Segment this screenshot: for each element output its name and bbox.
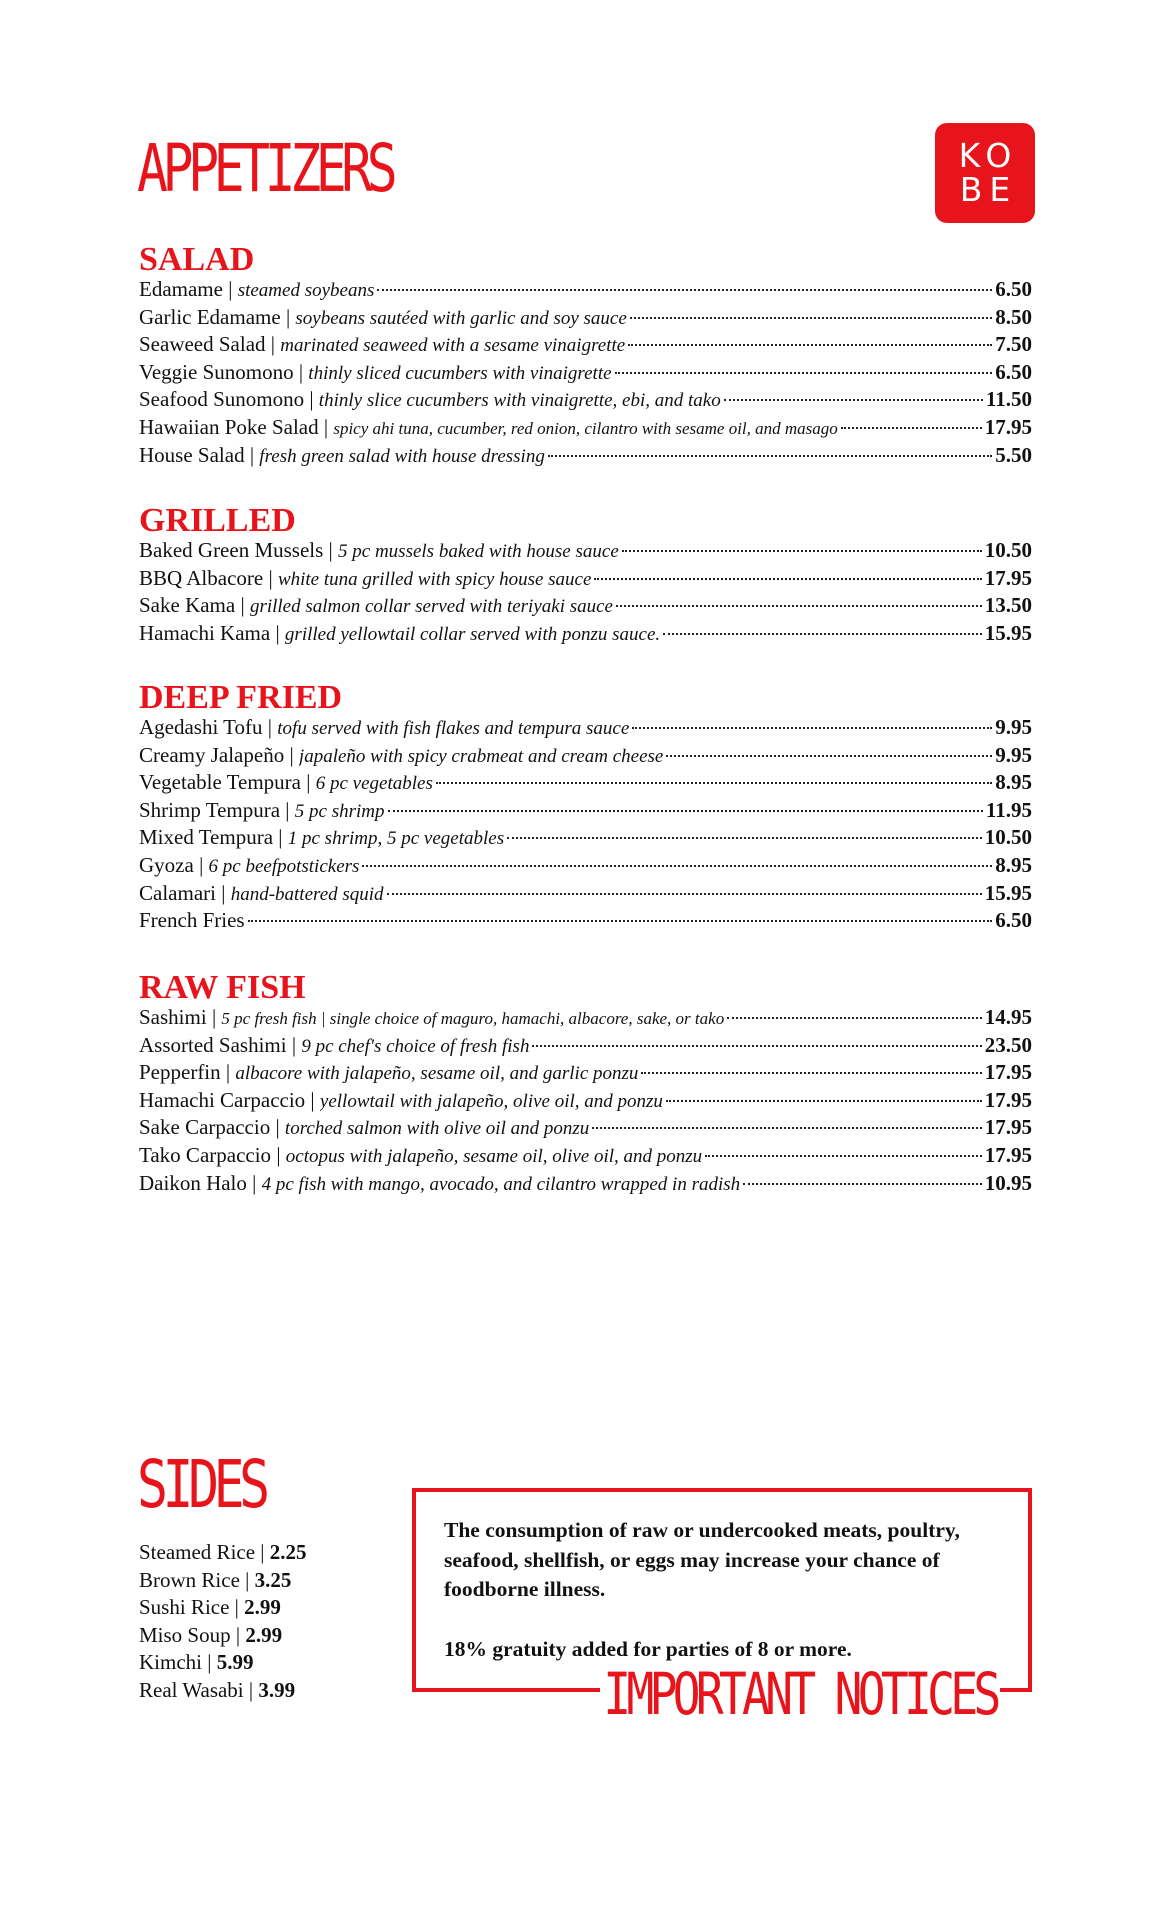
side-item [139,1678,307,1706]
item-name: Pepperfin [139,1060,221,1085]
item-description: 6 pc vegetables [315,773,433,795]
item-price: 7.50 [995,332,1032,357]
side-item [139,1650,307,1678]
menu-item [139,387,1032,415]
dot-leader [641,1072,981,1074]
item-name: Shrimp Tempura [139,797,281,822]
side-separator: | [239,1567,255,1592]
item-price: 17.95 [984,414,1032,439]
side-separator: | [255,1540,270,1564]
side-separator: | [229,1595,245,1620]
dot-leader [507,837,982,839]
item-list [139,277,1032,470]
side-item [139,1540,307,1568]
dot-leader [248,920,993,922]
dot-leader [622,550,982,552]
item-price: 15.95 [984,880,1032,905]
kobe-logo [935,123,1035,223]
item-separator: | [293,359,309,384]
item-name: Seaweed Salad [139,332,266,357]
item-description: 5 pc shrimp [294,800,385,822]
item-description: grilled yellowtail collar served with ponzu sauce. [284,623,661,645]
item-separator: | [270,1115,285,1140]
item-description: tofu served with fish flakes and tempura sauce [277,718,630,739]
item-description: 4 pc fish with mango, avocado, and cilantro wrapped in radish [261,1173,741,1195]
side-name: Brown Rice [139,1567,240,1592]
item-separator: | [220,1060,236,1085]
dot-leader [532,1045,981,1047]
side-price: 2.99 [244,1595,281,1620]
item-price: 5.50 [995,442,1032,467]
item-description: thinly sliced cucumbers with vinaigrette [308,362,612,384]
item-description: 5 pc fresh fish | single choice of maguro, hamachi, albacore, sake, or tako [221,1009,725,1028]
side-price: 3.25 [254,1567,292,1592]
item-description: grilled salmon collar served with teriyaki sauce [249,596,613,618]
menu-item [139,715,1032,743]
item-description: 5 pc mussels baked with house sauce [338,541,619,562]
item-name: Daikon Halo [139,1170,247,1195]
item-description: soybeans sautéed with garlic and soy sauce [295,307,627,329]
menu-section-deep-fried [139,681,1032,936]
item-name: Vegetable Tempura [139,770,301,795]
section-title: GRILLED [139,502,296,539]
item-separator: | [270,620,285,645]
side-name: Steamed Rice [139,1540,256,1564]
section-title: DEEP FRIED [139,679,343,716]
menu-section-raw-fish [139,971,1032,1198]
menu-item [139,332,1032,360]
sides-title: SIDES [137,1446,265,1523]
menu-item [139,305,1032,333]
item-price: 11.95 [985,797,1032,822]
item-price: 10.50 [984,538,1032,562]
dot-leader [632,727,992,729]
menu-item [139,1115,1032,1143]
item-description: marinated seaweed with a sesame vinaigrette [280,335,626,357]
dot-leader [628,344,992,346]
item-name: Baked Green Mussels [139,538,324,562]
dot-leader [630,317,992,319]
item-separator: | [273,825,288,850]
section-title: RAW FISH [139,969,306,1006]
menu-item [139,593,1032,621]
menu-item [139,798,1032,826]
item-price: 10.95 [984,1170,1032,1195]
item-name: Garlic Edamame [139,304,281,329]
side-item [139,1623,307,1651]
dot-leader [616,605,982,607]
item-separator: | [244,442,260,467]
menu-item [139,1171,1032,1199]
item-list [139,538,1032,648]
menu-item [139,1005,1032,1033]
item-price: 8.50 [995,304,1032,329]
item-price: 6.50 [995,908,1032,933]
dot-leader [705,1155,982,1157]
item-description: 9 pc chef's choice of fresh fish [301,1035,530,1057]
item-separator: | [323,538,339,562]
item-description: hand-battered squid [230,883,384,905]
dot-leader [615,372,993,374]
menu-item [139,360,1032,388]
item-price: 17.95 [984,565,1032,590]
menu-item [139,277,1032,305]
item-separator: | [262,715,278,739]
notices-title: IMPORTANT NOTICES [600,1665,1000,1723]
side-separator: | [243,1677,259,1702]
item-separator: | [284,742,299,767]
menu-item [139,825,1032,853]
item-list [139,715,1032,936]
dot-leader [743,1183,982,1185]
dot-leader [388,810,983,812]
item-separator: | [246,1170,262,1195]
logo-line-1: KO [958,136,1019,175]
side-name: Miso Soup [139,1622,231,1647]
dot-leader [548,455,992,457]
section-title: SALAD [139,241,255,278]
item-description: white tuna grilled with spicy house sauce [277,568,592,590]
dot-leader [592,1127,981,1129]
item-price: 8.95 [995,852,1032,877]
item-name: Assorted Sashimi [139,1032,287,1057]
item-name: Agedashi Tofu [139,715,263,739]
item-price: 15.95 [984,620,1032,645]
item-description: torched salmon with olive oil and ponzu [284,1118,590,1140]
item-name: Hamachi Carpaccio [139,1087,306,1112]
item-name: Edamame [139,277,223,301]
menu-item [139,1033,1032,1061]
item-description: albacore with jalapeño, sesame oil, and garlic ponzu [235,1063,639,1085]
side-name: Sushi Rice [139,1595,230,1620]
item-price: 11.50 [985,387,1032,412]
dot-leader [724,399,983,401]
side-name: Real Wasabi [139,1677,244,1702]
item-separator: | [286,1032,302,1057]
item-name: Tako Carpaccio [139,1142,272,1167]
item-price: 9.95 [995,715,1032,739]
item-separator: | [280,797,295,822]
item-price: 17.95 [984,1142,1032,1167]
item-name: Sake Kama [139,593,236,618]
item-name: Seafood Sunomono [139,387,305,412]
item-list [139,1005,1032,1198]
dot-leader [666,1100,982,1102]
item-description: 6 pc beefpotstickers [208,855,360,877]
item-name: BBQ Albacore [139,565,264,590]
menu-item [139,1060,1032,1088]
gratuity-notice: 18% gratuity added for parties of 8 or more. [444,1636,852,1661]
item-separator: | [305,1087,320,1112]
logo-line-2: BE [959,170,1018,209]
item-name: Gyoza [139,852,194,877]
menu-item [139,743,1032,771]
item-separator: | [265,332,281,357]
dot-leader [594,578,981,580]
menu-item [139,853,1032,881]
item-description: octopus with jalapeño, sesame oil, olive oil, and ponzu [285,1145,703,1167]
item-description: 1 pc shrimp, 5 pc vegetables [287,828,505,850]
menu-item [139,443,1032,471]
item-price: 13.50 [984,593,1032,618]
item-name: Sake Carpaccio [139,1115,271,1140]
item-separator: | [318,414,334,439]
item-price: 17.95 [984,1087,1032,1112]
item-separator: | [235,593,250,618]
dot-leader [436,782,992,784]
item-description: japaleño with spicy crabmeat and cream cheese [298,745,664,767]
item-separator: | [263,565,278,590]
side-item [139,1568,307,1596]
item-name: French Fries [139,908,245,933]
menu-item [139,1088,1032,1116]
item-description: fresh green salad with house dressing [259,445,545,467]
dot-leader [841,427,982,429]
side-price: 3.99 [258,1677,296,1702]
item-separator: | [301,770,316,795]
item-separator: | [304,387,319,412]
consumption-notice: The consumption of raw or undercooked meats, poultry, seafood, shellfish, or eggs may increase your chance of foodborne illness. [444,1518,960,1601]
dot-leader [362,865,992,867]
side-separator: | [230,1622,246,1647]
menu-item [139,566,1032,594]
menu-section-salad [139,243,1032,470]
item-description: steamed soybeans [237,280,375,301]
item-name: Creamy Jalapeño [139,742,285,767]
item-price: 14.95 [984,1005,1032,1029]
item-name: Hawaiian Poke Salad [139,414,319,439]
dot-leader [727,1017,982,1019]
item-price: 17.95 [984,1060,1032,1085]
sides-list [139,1540,307,1706]
item-name: Mixed Tempura [139,825,274,850]
dot-leader [663,633,982,635]
item-description: yellowtail with jalapeño, olive oil, and ponzu [319,1090,663,1112]
item-name: Calamari [139,880,216,905]
menu-section-grilled [139,504,1032,648]
item-price: 10.50 [984,825,1032,850]
item-separator: | [271,1142,286,1167]
item-description: thinly slice cucumbers with vinaigrette, ebi, and tako [318,390,721,412]
item-name: House Salad [139,442,245,467]
item-separator: | [222,277,238,301]
side-price: 2.25 [269,1540,307,1564]
item-price: 6.50 [995,277,1032,301]
menu-item [139,415,1032,443]
menu-item [139,621,1032,649]
item-separator: | [280,304,296,329]
menu-item [139,881,1032,909]
item-description: spicy ahi tuna, cucumber, red onion, cilantro with sesame oil, and masago [333,418,838,438]
item-price: 9.95 [995,742,1032,767]
menu-item [139,770,1032,798]
dot-leader [377,289,992,291]
menu-item [139,908,1032,936]
item-price: 8.95 [995,770,1032,795]
page-title: APPETIZERS [137,130,393,207]
item-price: 6.50 [995,359,1032,384]
item-name: Veggie Sunomono [139,359,294,384]
side-price: 2.99 [245,1622,283,1647]
item-separator: | [193,852,209,877]
item-separator: | [206,1005,222,1029]
dot-leader [387,893,982,895]
menu-item [139,538,1032,566]
side-price: 5.99 [216,1650,254,1675]
item-separator: | [215,880,231,905]
side-separator: | [202,1650,217,1675]
menu-item [139,1143,1032,1171]
dot-leader [666,755,992,757]
item-price: 17.95 [984,1115,1032,1140]
item-name: Hamachi Kama [139,620,271,645]
side-name: Kimchi [139,1650,202,1675]
side-item [139,1595,307,1623]
item-name: Sashimi [139,1005,207,1029]
item-price: 23.50 [984,1032,1032,1057]
